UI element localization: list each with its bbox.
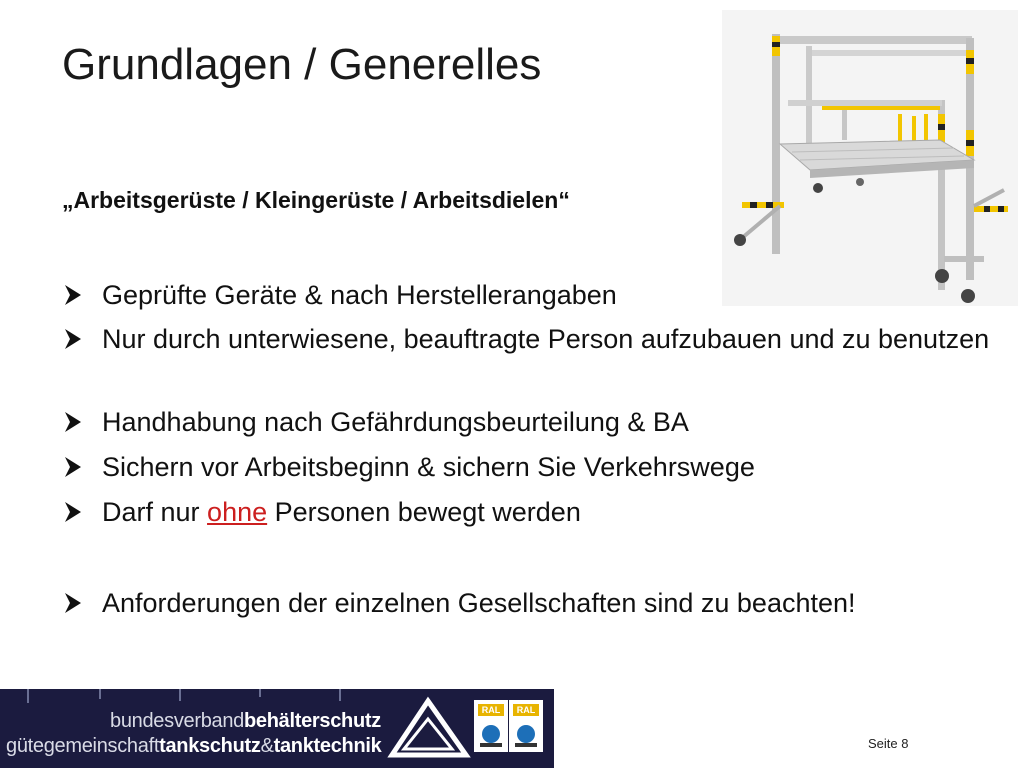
ral-label: RAL: [513, 704, 539, 716]
bullet-text: Sichern vor Arbeitsbeginn & sichern Sie Verkehrswege: [102, 452, 755, 482]
highlighted-word: ohne: [207, 497, 268, 527]
ral-seal-icon: [509, 700, 543, 752]
slide-title: Grundlagen / Generelles: [62, 40, 542, 89]
bullet-text: Nur durch unterwiesene, beauftragte Person aufzubauen und zu benutzen: [102, 324, 990, 354]
footer-text-regular: bundesverband: [110, 710, 244, 732]
bullet-text: Geprüfte Geräte & nach Herstellerangaben: [102, 280, 617, 310]
bullet-text-before: Darf nur: [102, 497, 208, 527]
scaffold-photo: [722, 10, 1018, 306]
footer-text-bold: tanktechnik: [273, 735, 382, 757]
arrow-bullet-icon: [62, 327, 84, 351]
ral-label: RAL: [478, 704, 504, 716]
arrow-bullet-icon: [62, 283, 84, 307]
bullet-item: [62, 585, 922, 621]
ral-badge-graphic: [474, 700, 508, 752]
footer-org-line-2: [6, 735, 381, 758]
arrow-bullet-icon: [62, 500, 84, 524]
ral-seal-icon: [474, 700, 508, 752]
bullet-item: [62, 404, 982, 440]
slide-subtitle: „Arbeitsgerüste / Kleingerüste / Arbeitsdielen“: [62, 187, 570, 213]
footer-text-bold: tankschutz: [159, 735, 261, 757]
arrow-bullet-icon: [62, 591, 84, 615]
footer-text-bold: behälterschutz: [244, 710, 381, 732]
ral-badge-graphic: [509, 700, 543, 752]
scaffold-icon: [722, 10, 1018, 306]
footer-text-regular: gütegemeinschaft: [6, 735, 160, 757]
footer-ampersand: &: [260, 735, 274, 757]
footer-org-line-1: [110, 710, 381, 733]
arrow-bullet-icon: [62, 410, 84, 434]
bullet-item: [62, 494, 982, 530]
bullet-item: [62, 321, 1002, 357]
page-number: Seite 8: [868, 736, 909, 751]
arrow-bullet-icon: [62, 455, 84, 479]
bullet-item: [62, 449, 982, 485]
bullet-text: Anforderungen der einzelnen Gesellschaften sind zu beachten!: [102, 588, 856, 618]
bullet-text: Handhabung nach Gefährdungsbeurteilung & BA: [102, 407, 689, 437]
bullet-text-after: Personen bewegt werden: [267, 497, 581, 527]
